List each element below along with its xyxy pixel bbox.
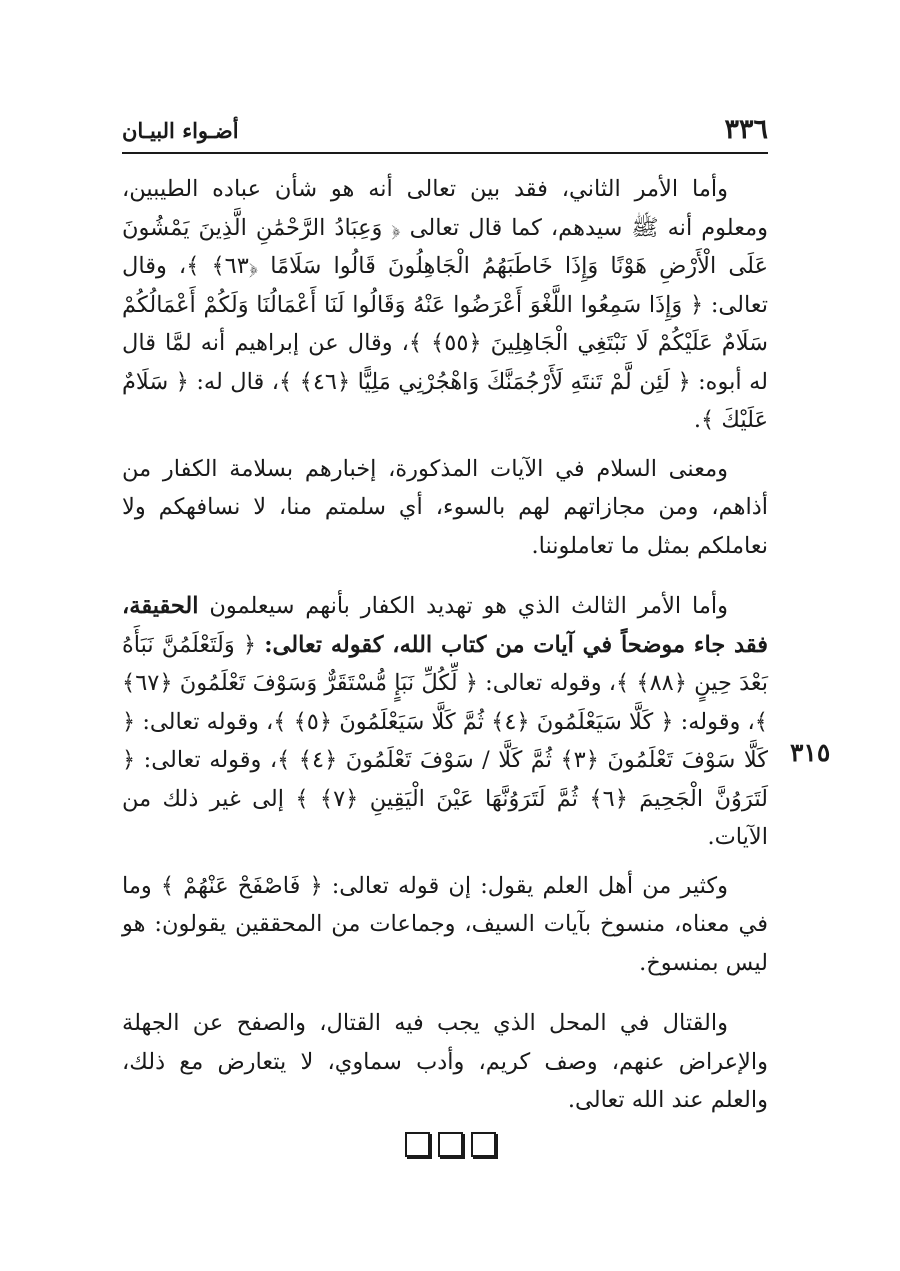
ornament-box bbox=[471, 1132, 496, 1157]
page-body bbox=[122, 170, 768, 1142]
paragraph-second-matter: وأما الأمر الثاني، فقد بين تعالى أنه هو شأن عباده الطيبين، ومعلوم أنه ﷺ سيدهم، كما قال تعالى ﴿ وَعِبَادُ الرَّحْمَٰنِ الَّذِينَ يَمْشُونَ عَلَى الْأَرْضِ هَوْنًا وَإِذَا خَاطَبَهُمُ الْجَاهِلُونَ قَالُوا سَلَامًا ﴿٦٣﴾ ﴾، وقال تعالى: ﴿ وَإِذَا سَمِعُوا اللَّغْوَ أَعْرَضُوا عَنْهُ وَقَالُوا لَنَا أَعْمَالُنَا وَلَكُمْ أَعْمَالُكُمْ سَلَامٌ عَلَيْكُمْ لَا نَبْتَغِي الْجَاهِلِينَ ﴿٥٥﴾ ﴾، وقال عن إبراهيم أنه لمَّا قال له أبوه: ﴿ لَئِن لَّمْ تَنتَهِ لَأَرْجُمَنَّكَ وَاهْجُرْنِي مَلِيًّا ﴿٤٦﴾ ﴾، قال له: ﴿ سَلَامٌ عَلَيْكَ ﴾. bbox=[122, 176, 768, 433]
ornament-box bbox=[405, 1132, 430, 1157]
page-header bbox=[122, 114, 768, 154]
paragraph-third-matter bbox=[122, 587, 768, 857]
page-number: ٣٣٦ bbox=[724, 114, 768, 145]
paragraph-abrogation: وكثير من أهل العلم يقول: إن قوله تعالى: ﴿ فَاصْفَحْ عَنْهُمْ ﴾ وما في معناه، منسوخ بآيات السيف، وجماعات من المحققين يقولون: هو ليس بمنسوخ. bbox=[122, 872, 768, 976]
paragraph-meaning-of-salam: ومعنى السلام في الآيات المذكورة، إخبارهم بسلامة الكفار من أذاهم، ومن مجازاتهم لهم بالسوء، أي سلمتم منا، لا نسافهكم ولا نعاملكم بمثل ما تعاملوننا. bbox=[122, 455, 768, 559]
paragraph-third-rest: ﴿ وَلَتَعْلَمُنَّ نَبَأَهُ بَعْدَ حِينٍ ﴿٨٨﴾ ﴾، وقوله تعالى: ﴿ لِّكُلِّ نَبَإٍ مُّسْتَقَرٌّ وَسَوْفَ تَعْلَمُونَ ﴿٦٧﴾ ﴾، وقوله: ﴿ كَلَّا سَيَعْلَمُونَ ﴿٤﴾ ثُمَّ كَلَّا سَيَعْلَمُونَ ﴿٥﴾ ﴾، وقوله تعالى: ﴿ كَلَّا سَوْفَ تَعْلَمُونَ ﴿٣﴾ ثُمَّ كَلَّا / سَوْفَ تَعْلَمُونَ ﴿٤﴾ ﴾، وقوله تعالى: ﴿ لَتَرَوُنَّ الْجَحِيمَ ﴿٦﴾ ثُمَّ لَتَرَوُنَّهَا عَيْنَ الْيَقِينِ ﴿٧﴾ ﴾ إلى غير ذلك من الآيات. bbox=[122, 631, 768, 850]
ornament-box bbox=[438, 1132, 463, 1157]
header-divider bbox=[122, 152, 768, 154]
margin-page-reference: ٣١٥ bbox=[790, 738, 831, 767]
paragraph-third-lead: وأما الأمر الثالث الذي هو تهديد الكفار بأنهم سيعلمون bbox=[198, 593, 728, 619]
paragraph-conclusion: والقتال في المحل الذي يجب فيه القتال، والصفح عن الجهلة والإعراض عنهم، وصف كريم، وأدب سماوي، لا يتعارض مع ذلك، والعلم عند الله تعالى. bbox=[122, 1010, 768, 1113]
section-end-ornament bbox=[0, 1132, 900, 1161]
book-title: أضـواء البيـان bbox=[122, 118, 239, 143]
paragraph-third-bold: الحقيقة، فقد جاء موضحاً في آيات من كتاب الله، كقوله تعالى: bbox=[122, 593, 768, 658]
